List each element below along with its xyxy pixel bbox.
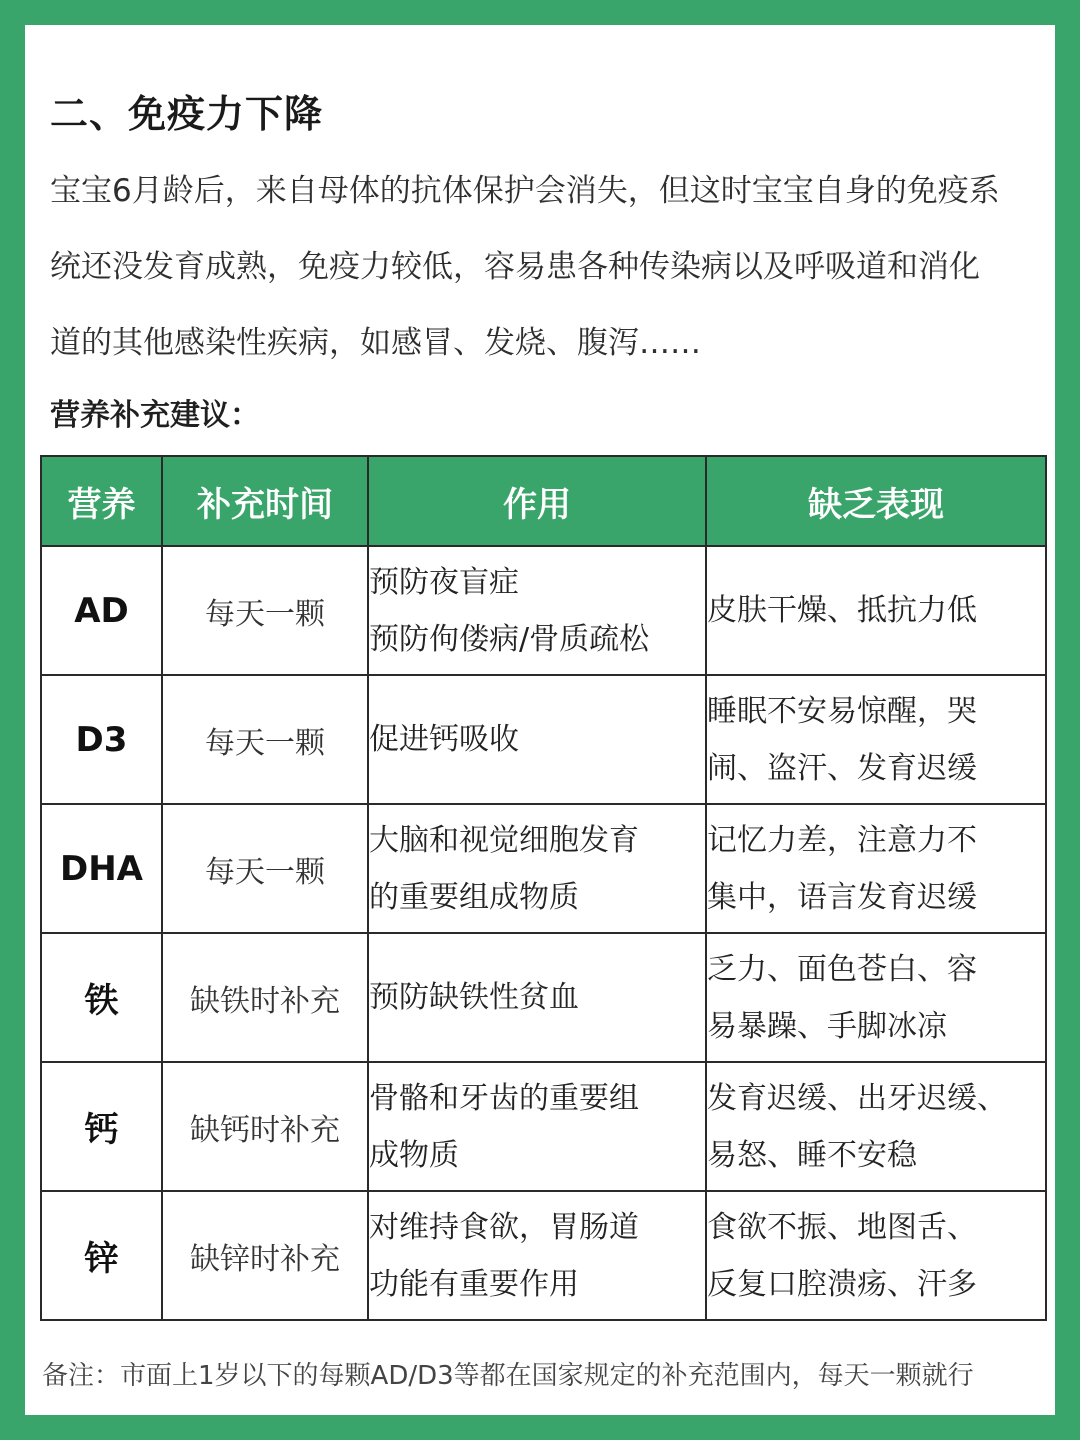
effect-line: 大脑和视觉细胞发育	[369, 822, 639, 858]
footnote: 备注：市面上1岁以下的每颗AD/D3等都在国家规定的补充范围内，每天一颗就行	[42, 1361, 974, 1391]
effect-line: 预防缺铁性贫血	[369, 980, 579, 1015]
effect-line: 促进钙吸收	[369, 722, 519, 757]
deficiency-cell	[706, 546, 1046, 675]
table-header-row	[41, 456, 1046, 546]
deficiency-line: 食欲不振、地图舌、	[707, 1209, 977, 1245]
effect-line: 预防夜盲症	[369, 564, 519, 600]
effect-cell	[368, 1062, 706, 1191]
effect-cell	[368, 804, 706, 933]
deficiency-line: 记忆力差，注意力不	[707, 822, 977, 858]
effect-line: 成物质	[369, 1137, 459, 1173]
nutrient-name: 锌	[41, 1191, 162, 1320]
deficiency-line: 睡眠不安易惊醒，哭	[707, 693, 977, 729]
table-row	[41, 546, 1046, 675]
deficiency-line: 反复口腔溃疡、汗多	[707, 1266, 977, 1302]
table-row	[41, 1191, 1046, 1320]
nutrient-name: DHA	[41, 804, 162, 933]
deficiency-line: 易怒、睡不安稳	[707, 1137, 917, 1173]
effect-cell	[368, 1191, 706, 1320]
table-row	[41, 675, 1046, 804]
deficiency-line: 易暴躁、手脚冰凉	[707, 1008, 947, 1044]
effect-cell	[368, 675, 706, 804]
supplement-timing: 每天一颗	[162, 675, 368, 804]
effect-line: 的重要组成物质	[369, 879, 579, 915]
deficiency-line: 乏力、面色苍白、容	[707, 951, 977, 987]
content-card	[25, 25, 1055, 1415]
section-title: 二、免疫力下降	[50, 92, 324, 136]
intro-line: 宝宝6月龄后，来自母体的抗体保护会消失，但这时宝宝自身的免疫系	[50, 173, 1000, 209]
nutrient-name: AD	[41, 546, 162, 675]
deficiency-line: 皮肤干燥、抵抗力低	[707, 593, 977, 628]
deficiency-cell	[706, 933, 1046, 1062]
supplement-timing: 缺铁时补充	[162, 933, 368, 1062]
deficiency-cell	[706, 1191, 1046, 1320]
effect-line: 对维持食欲，胃肠道	[369, 1209, 639, 1245]
table-row	[41, 804, 1046, 933]
intro-paragraph	[50, 153, 1035, 381]
table-row	[41, 1062, 1046, 1191]
table-row	[41, 933, 1046, 1062]
header-deficiency: 缺乏表现	[706, 456, 1046, 546]
deficiency-line: 闹、盗汗、发育迟缓	[707, 750, 977, 786]
deficiency-cell	[706, 675, 1046, 804]
effect-cell	[368, 933, 706, 1062]
supplement-timing: 缺锌时补充	[162, 1191, 368, 1320]
effect-line: 预防佝偻病/骨质疏松	[369, 621, 650, 657]
effect-line: 骨骼和牙齿的重要组	[369, 1080, 639, 1116]
deficiency-line: 集中，语言发育迟缓	[707, 879, 977, 915]
deficiency-cell	[706, 1062, 1046, 1191]
deficiency-line: 发育迟缓、出牙迟缓、	[707, 1080, 1007, 1116]
nutrition-subheading: 营养补充建议：	[50, 398, 260, 433]
header-nutrient: 营养	[41, 456, 162, 546]
supplement-timing: 每天一颗	[162, 546, 368, 675]
deficiency-cell	[706, 804, 1046, 933]
supplement-timing: 每天一颗	[162, 804, 368, 933]
nutrient-name: D3	[41, 675, 162, 804]
effect-cell	[368, 546, 706, 675]
effect-line: 功能有重要作用	[369, 1266, 579, 1302]
intro-line: 道的其他感染性疾病，如感冒、发烧、腹泻……	[50, 325, 701, 361]
nutrient-name: 铁	[41, 933, 162, 1062]
supplement-timing: 缺钙时补充	[162, 1062, 368, 1191]
header-timing: 补充时间	[162, 456, 368, 546]
nutrient-name: 钙	[41, 1062, 162, 1191]
header-effect: 作用	[368, 456, 706, 546]
nutrition-table	[40, 455, 1047, 1321]
intro-line: 统还没发育成熟，免疫力较低，容易患各种传染病以及呼吸道和消化	[50, 249, 980, 285]
